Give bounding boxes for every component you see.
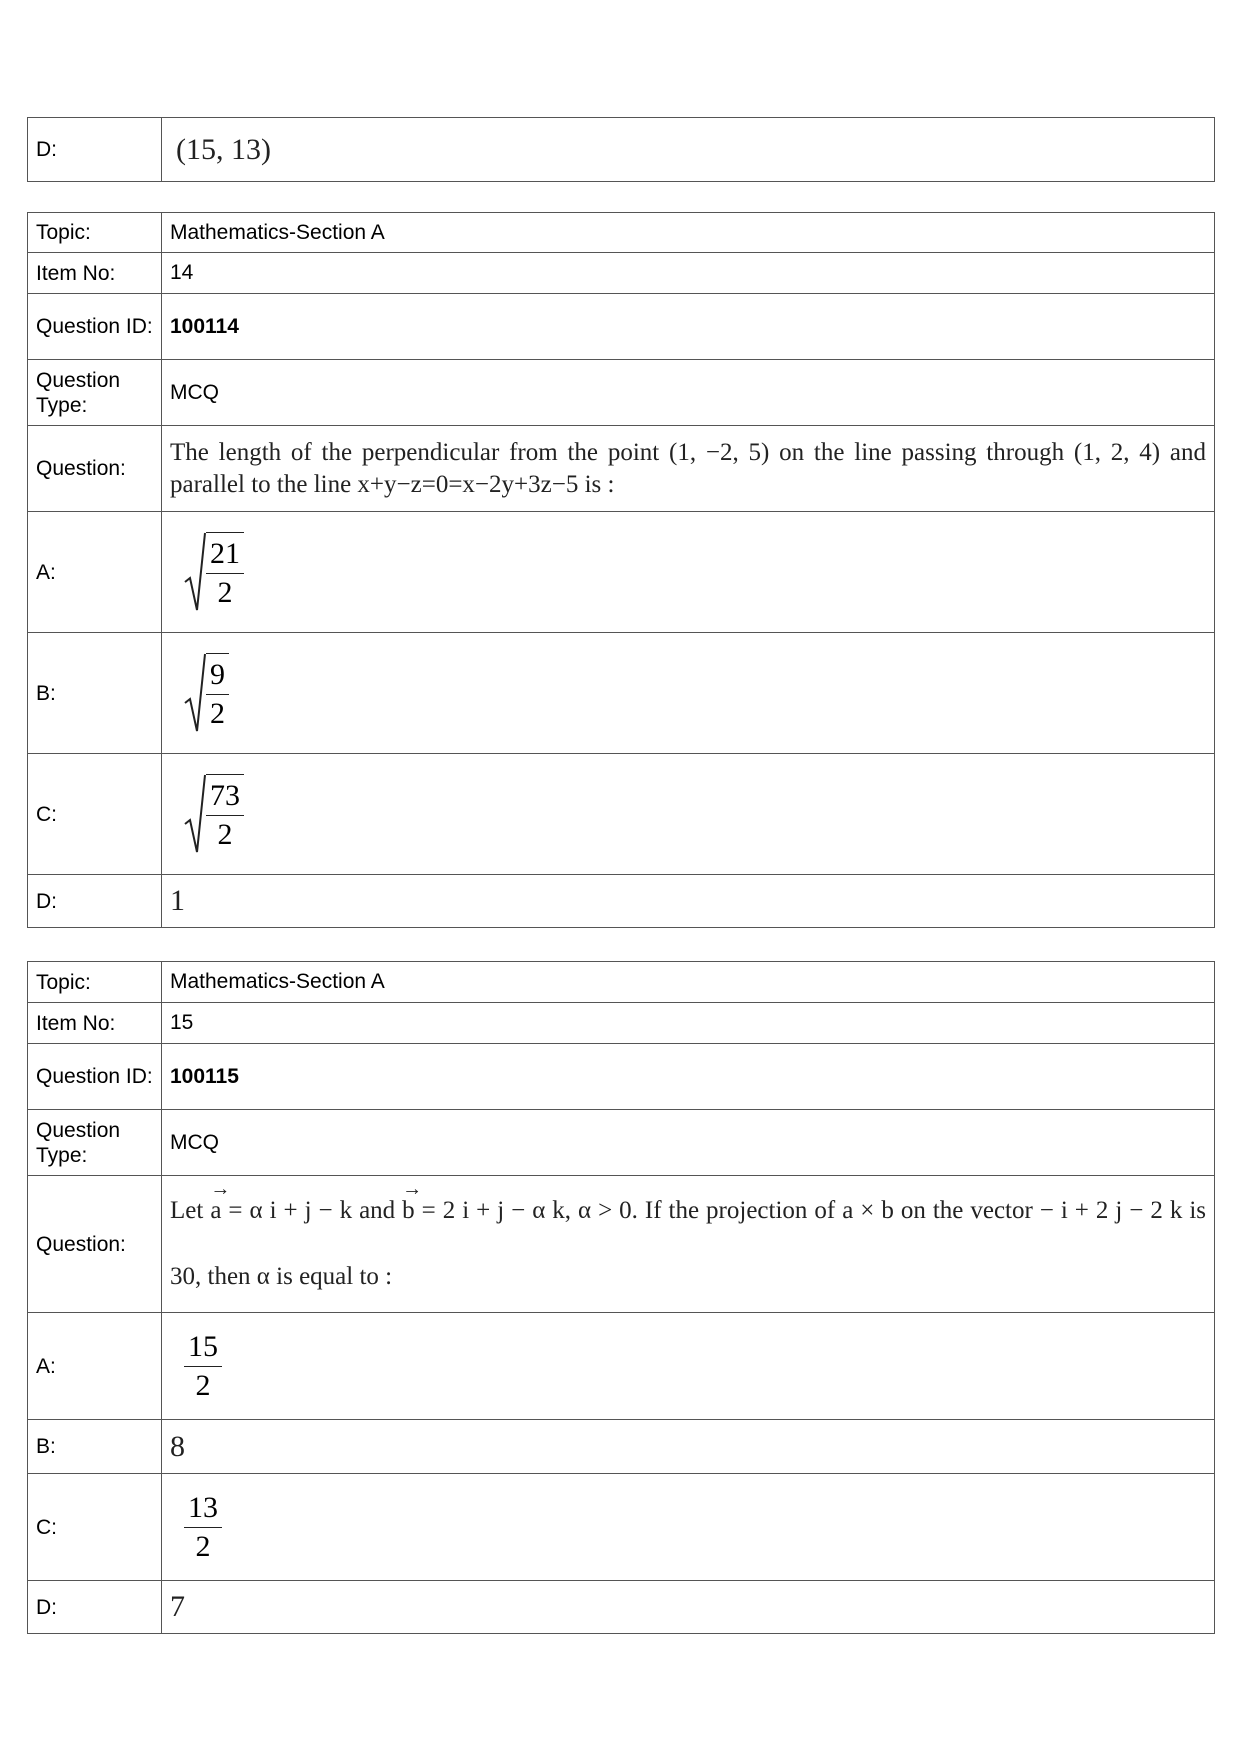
option-b-value: 8	[162, 1420, 1215, 1474]
numerator: 73	[206, 777, 244, 816]
question-type-label: Question Type:	[28, 1110, 162, 1176]
option-d-label: D:	[28, 118, 162, 182]
option-d-value: 7	[162, 1581, 1215, 1634]
item-no-value: 14	[162, 253, 1215, 294]
option-b-value	[162, 633, 1215, 754]
option-a-value	[162, 512, 1215, 633]
option-d-label: D:	[28, 875, 162, 928]
question-id-label: Question ID:	[28, 294, 162, 360]
item-no-value: 15	[162, 1003, 1215, 1044]
option-b-label: B:	[28, 1420, 162, 1474]
question-id-value: 100114	[162, 294, 1215, 360]
sqrt-expression	[184, 653, 229, 733]
question-id-label: Question ID:	[28, 1044, 162, 1110]
option-b-label: B:	[28, 633, 162, 754]
topic-value: Mathematics-Section A	[162, 962, 1215, 1003]
denominator: 2	[195, 1368, 211, 1402]
radical-sign	[184, 774, 206, 854]
topic-label: Topic:	[28, 213, 162, 253]
question-text: The length of the perpendicular from the point (1, −2, 5) on the line passing through (1, 2, 4) and parallel to the line x+y−z=0=x−2y+3z−5 is :	[162, 426, 1215, 512]
denominator: 2	[210, 697, 225, 730]
question-type-value: MCQ	[162, 360, 1215, 426]
question-text: Let → a = α i + j − k and → b = 2 i + j − α k, α > 0. If the projection of a × b on the vector − i + 2 j − 2 k is 30, then α is equal to :	[162, 1176, 1215, 1313]
question-id-value: 100115	[162, 1044, 1215, 1110]
fraction	[184, 1489, 222, 1566]
projection-vector: − i + 2 j − 2 k	[1039, 1197, 1183, 1224]
radical-sign	[184, 532, 206, 612]
denominator: 2	[217, 576, 233, 609]
denominator: 2	[195, 1529, 211, 1563]
cross-product: a × b	[842, 1197, 894, 1224]
sqrt-expression	[184, 532, 244, 612]
vector-a: → a	[210, 1178, 221, 1244]
question-type-label: Question Type:	[28, 360, 162, 426]
question-15-table	[27, 961, 1215, 1634]
option-c-label: C:	[28, 1474, 162, 1581]
topic-label: Topic:	[28, 962, 162, 1003]
option-c-value	[162, 1474, 1215, 1581]
numerator: 15	[184, 1328, 222, 1367]
radical-sign	[184, 653, 206, 733]
option-d-value: (15, 13)	[162, 118, 1215, 182]
sqrt-expression	[184, 774, 244, 854]
question-label: Question:	[28, 426, 162, 512]
numerator: 9	[206, 656, 229, 695]
item-no-label: Item No:	[28, 253, 162, 294]
option-a-label: A:	[28, 1313, 162, 1420]
topic-value: Mathematics-Section A	[162, 213, 1215, 253]
numerator: 21	[206, 535, 244, 574]
option-d-value: 1	[162, 875, 1215, 928]
option-c-value	[162, 754, 1215, 875]
question-type-value: MCQ	[162, 1110, 1215, 1176]
prev-question-table	[27, 117, 1215, 182]
option-a-label: A:	[28, 512, 162, 633]
fraction	[184, 1328, 222, 1405]
option-c-label: C:	[28, 754, 162, 875]
question-14-table	[27, 212, 1215, 928]
item-no-label: Item No:	[28, 1003, 162, 1044]
option-a-value	[162, 1313, 1215, 1420]
question-label: Question:	[28, 1176, 162, 1313]
vector-b: → b	[402, 1178, 415, 1244]
option-d-label: D:	[28, 1581, 162, 1634]
denominator: 2	[217, 818, 233, 851]
numerator: 13	[184, 1489, 222, 1528]
